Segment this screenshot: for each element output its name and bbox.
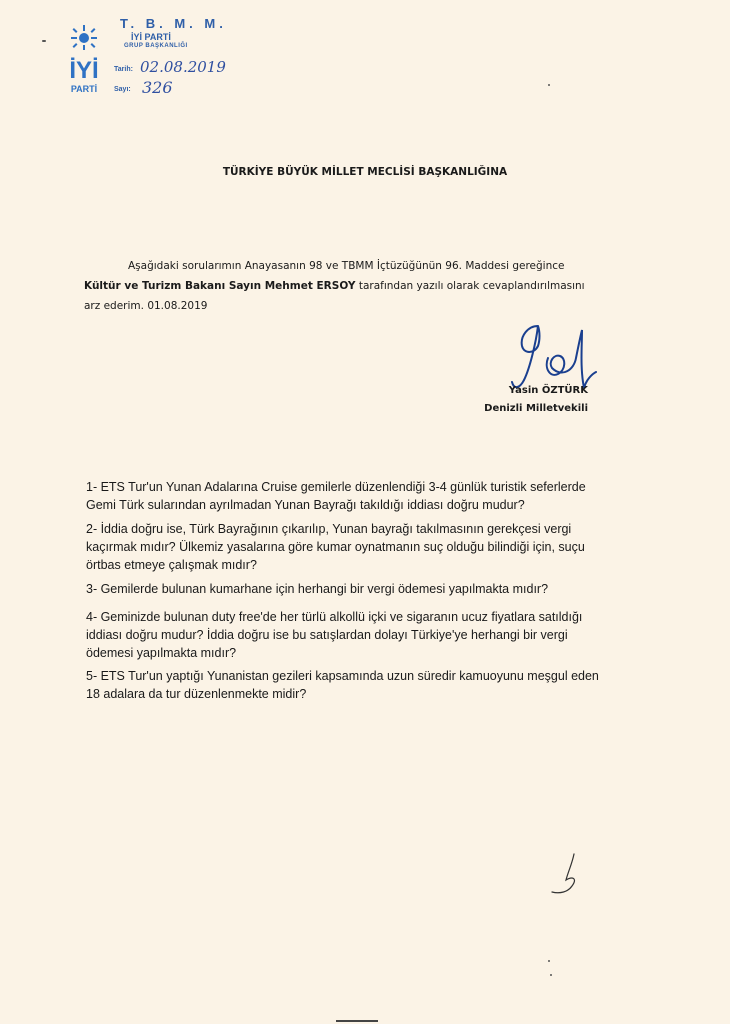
question-3 [86, 580, 656, 598]
question-line: 1- ETS Tur'un Yunan Adalarına Cruise gemilerle düzenlendiği 3-4 günlük turistik seferlerde [86, 480, 586, 494]
scan-dot [548, 84, 550, 86]
question-line: kaçırmak mıdır? Ülkemiz yasalarına göre kumar oynatmanın suç olduğu bilindiği için, suçu [86, 540, 585, 554]
page-edge-mark [336, 1020, 378, 1022]
question-2 [86, 520, 656, 574]
question-line: Gemi Türk sularından ayrılmadan Yunan Bayrağı takıldığı iddiası doğru mudur? [86, 498, 525, 512]
question-line: 2- İddia doğru ise, Türk Bayrağının çıkarılıp, Yunan bayrağı takılmasının gerekçesi vergi [86, 522, 572, 536]
stamp-date-value: 02.08.2019 [140, 58, 226, 76]
iyi-parti-logo [58, 22, 110, 96]
intro-paragraph [84, 256, 644, 316]
stamp-number-label: Sayı: [114, 86, 131, 93]
intro-line-3: arz ederim. 01.08.2019 [84, 300, 208, 312]
question-4 [86, 608, 656, 662]
intro-line-2 [84, 276, 644, 296]
paraph-mark [548, 852, 588, 896]
scan-dot [550, 974, 552, 976]
logo-text-bottom: PARTİ [70, 84, 98, 94]
stamp-number-value: 326 [142, 78, 173, 97]
question-line: 3- Gemilerde bulunan kumarhane için herhangi bir vergi ödemesi yapılmakta mıdır? [86, 582, 549, 596]
question-line: 18 adalara da tur düzenlenmekte midir? [86, 687, 307, 701]
stamp-line-3: GRUP BAŞKANLIĞI [124, 43, 188, 49]
minister-name: Kültür ve Turizm Bakanı Sayın Mehmet ERSOY [84, 280, 356, 292]
intro-line-2-rest: tarafından yazılı olarak cevaplandırılmasını [355, 280, 585, 292]
question-line: iddiası doğru mudur? İddia doğru ise bu satışlardan dolayı Türkiye'ye herhangi bir vergi [86, 628, 568, 642]
question-1 [86, 478, 656, 514]
scan-dot [548, 960, 550, 962]
question-line: ödemesi yapılmakta mıdır? [86, 646, 237, 660]
scan-dot [42, 40, 46, 42]
registry-stamp [112, 14, 272, 104]
signatory-name: Yasin ÖZTÜRK [508, 385, 588, 396]
intro-line-1: Aşağıdaki sorularımın Anayasanın 98 ve TBMM İçtüzüğünün 96. Maddesi gereğince [128, 260, 565, 272]
question-line: 4- Geminizde bulunan duty free'de her türlü alkollü içki ve sigaranın ucuz fiyatlara satıldığı [86, 610, 583, 624]
document-title: TÜRKİYE BÜYÜK MİLLET MECLİSİ BAŞKANLIĞINA [222, 166, 508, 178]
signatory-role: Denizli Milletvekili [484, 403, 588, 414]
stamp-line-1: T. B. M. M. [120, 16, 227, 31]
question-line: 5- ETS Tur'un yaptığı Yunanistan gezileri kapsamında uzun süredir kamuoyunu meşgul eden [86, 669, 599, 683]
question-5 [86, 667, 656, 703]
logo-text-top: İYİ [69, 57, 99, 84]
question-line: örtbas etmeye çalışmak mıdır? [86, 558, 257, 572]
stamp-date-label: Tarih: [114, 66, 133, 73]
signatory-block [468, 382, 588, 418]
stamp-line-2: İYİ PARTİ [131, 32, 171, 42]
